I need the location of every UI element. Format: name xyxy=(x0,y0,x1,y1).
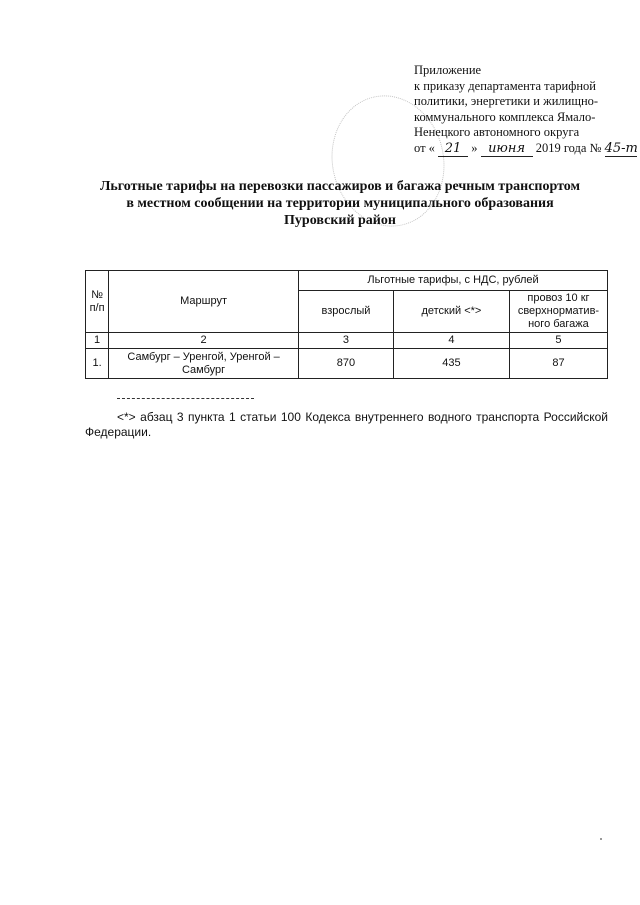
date-mid: » xyxy=(471,140,478,155)
header-route: Маршрут xyxy=(109,271,299,333)
title-line: Пуровский район xyxy=(284,213,396,228)
title-line: в местном сообщении на территории муниципального образования xyxy=(126,196,554,211)
appendix-line: политики, энергетики и жилищно- xyxy=(414,94,599,108)
row-child-fare: 435 xyxy=(393,349,509,379)
column-number-row xyxy=(86,333,608,349)
row-adult-fare: 870 xyxy=(299,349,394,379)
title-line: Льготные тарифы на перевозки пассажиров и багажа речным транспортом xyxy=(99,179,581,194)
date-year: 2019 года № xyxy=(535,140,602,155)
scan-speck xyxy=(600,838,602,840)
header-num: № п/п xyxy=(86,271,109,333)
header-row xyxy=(86,271,608,291)
column-number: 5 xyxy=(509,333,607,349)
date-prefix: от « xyxy=(414,140,435,155)
appendix-line: коммунального комплекса Ямало- xyxy=(414,109,596,124)
column-number: 3 xyxy=(299,333,394,349)
appendix-line: к приказу департамента тарифной xyxy=(414,78,596,93)
date-day: 21 xyxy=(438,141,468,158)
appendix-line: Ненецкого автономного округа xyxy=(414,125,580,139)
header-group: Льготные тарифы, с НДС, рублей xyxy=(299,271,608,291)
header-child: детский <*> xyxy=(393,291,509,333)
column-number: 4 xyxy=(393,333,509,349)
tariffs-table xyxy=(85,270,608,379)
header-adult: взрослый xyxy=(299,291,394,333)
table-row xyxy=(86,349,608,379)
row-route: Самбург – Уренгой, Уренгой – Самбург xyxy=(109,349,299,379)
column-number: 1 xyxy=(86,333,109,349)
footnote-separator xyxy=(117,398,254,399)
appendix-line: Приложение xyxy=(414,63,482,77)
header-baggage: провоз 10 кг сверхнорматив-ного багажа xyxy=(509,291,607,333)
document-title xyxy=(70,178,610,229)
appendix-header xyxy=(414,63,638,157)
footnote: <*> абзац 3 пункта 1 статьи 100 Кодекса внутреннего водного транспорта Российской Федерации. xyxy=(85,410,608,439)
order-number: 45-т xyxy=(604,140,638,156)
order-date-line xyxy=(414,140,638,158)
row-num: 1. xyxy=(86,349,109,379)
row-baggage-fare: 87 xyxy=(509,349,607,379)
date-month: июня xyxy=(481,141,533,158)
column-number: 2 xyxy=(109,333,299,349)
